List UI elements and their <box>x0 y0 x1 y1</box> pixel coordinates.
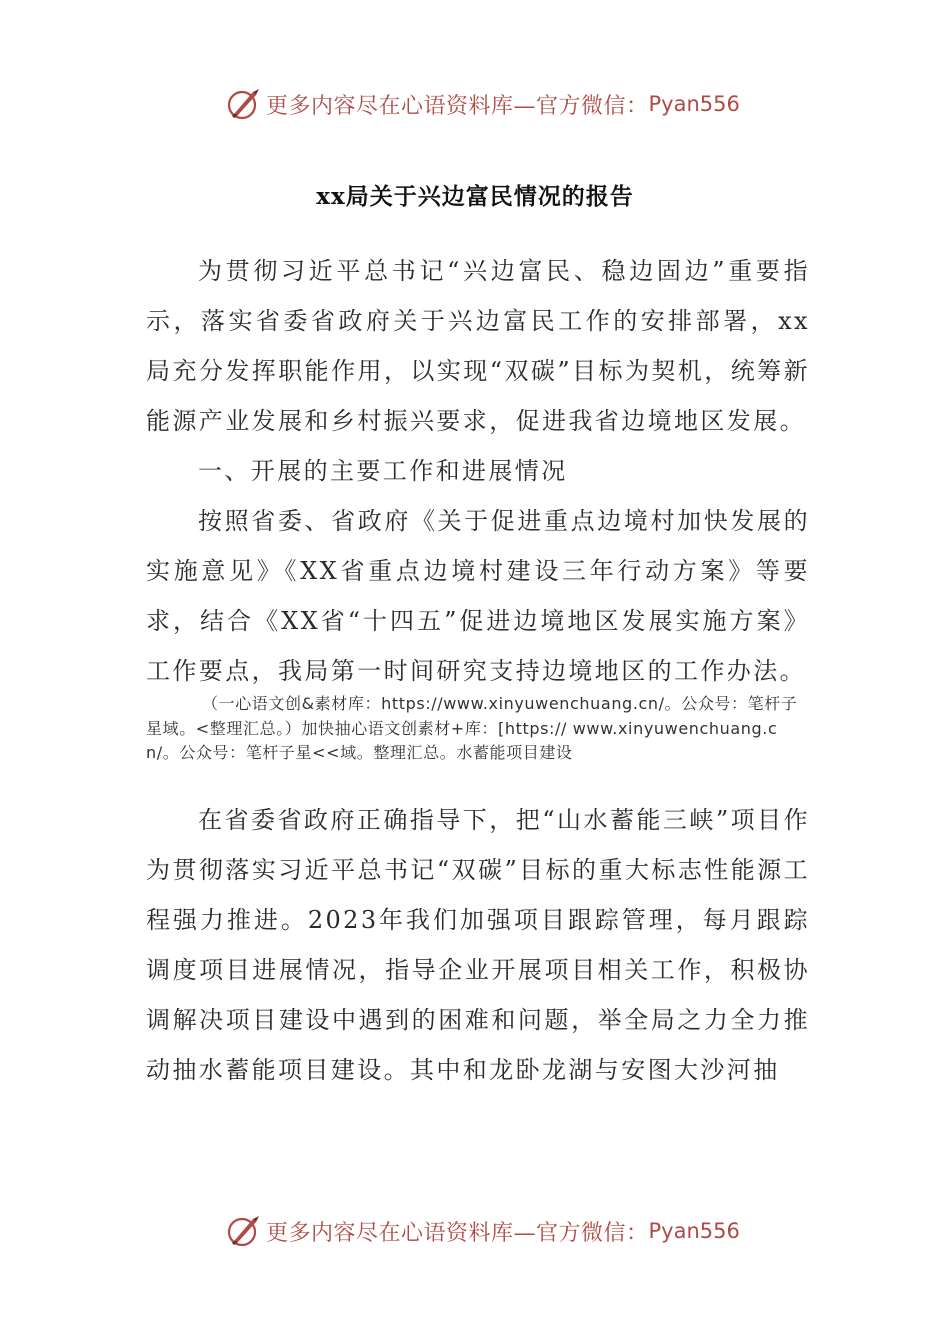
quill-pen-logo-icon <box>226 1213 262 1249</box>
banner-text: 更多内容尽在心语资料库—官方微信： <box>266 1220 649 1246</box>
banner-wechat-id: Pyan556 <box>648 92 740 116</box>
header-banner <box>226 84 740 124</box>
body-paragraph: 按照省委、省政府《关于促进重点边境村加快发展的实施意见》《XX省重点边境村建设三年行动方案》等要求，结合《XX省“十四五”促进边境地区发展实施方案》工作要点，我局第一时间研究支持边境地区的工作办法。 <box>146 507 810 685</box>
watermark-note: （一心语文创&素材库：https://www.xinyuwenchuang.cn/。公众号：笔杆子星域。<整理汇总。）加快抽心语文创素材+库：[https:// www.xinyuwenchuang.cn/。公众号：笔杆子星<<域。整理汇总。水蓄能项目建设 <box>146 694 798 762</box>
body-paragraph: 在省委省政府正确指导下，把“山水蓄能三峡”项目作为贯彻落实习近平总书记“双碳”目标的重大标志性能源工程强力推进。2023年我们加强项目跟踪管理，每月跟踪调度项目进展情况，指导企业开展项目相关工作，积极协调解决项目建设中遇到的困难和问题，举全局之力全力推动抽水蓄能项目建设。其中和龙卧龙湖与安图大沙河抽 <box>146 806 810 1084</box>
intro-paragraph: 为贯彻习近平总书记“兴边富民、稳边固边”重要指示，落实省委省政府关于兴边富民工作的安排部署，xx局充分发挥职能作用，以实现“双碳”目标为契机，统筹新能源产业发展和乡村振兴要求，促进我省边境地区发展。 <box>146 257 810 435</box>
banner-wechat-id: Pyan556 <box>648 1219 740 1243</box>
footer-banner <box>226 1211 740 1251</box>
banner-text: 更多内容尽在心语资料库—官方微信： <box>266 93 649 119</box>
section-heading: 一、开展的主要工作和进展情况 <box>198 457 568 485</box>
document-title: xx局关于兴边富民情况的报告 <box>316 183 634 210</box>
quill-pen-logo-icon <box>226 86 262 122</box>
